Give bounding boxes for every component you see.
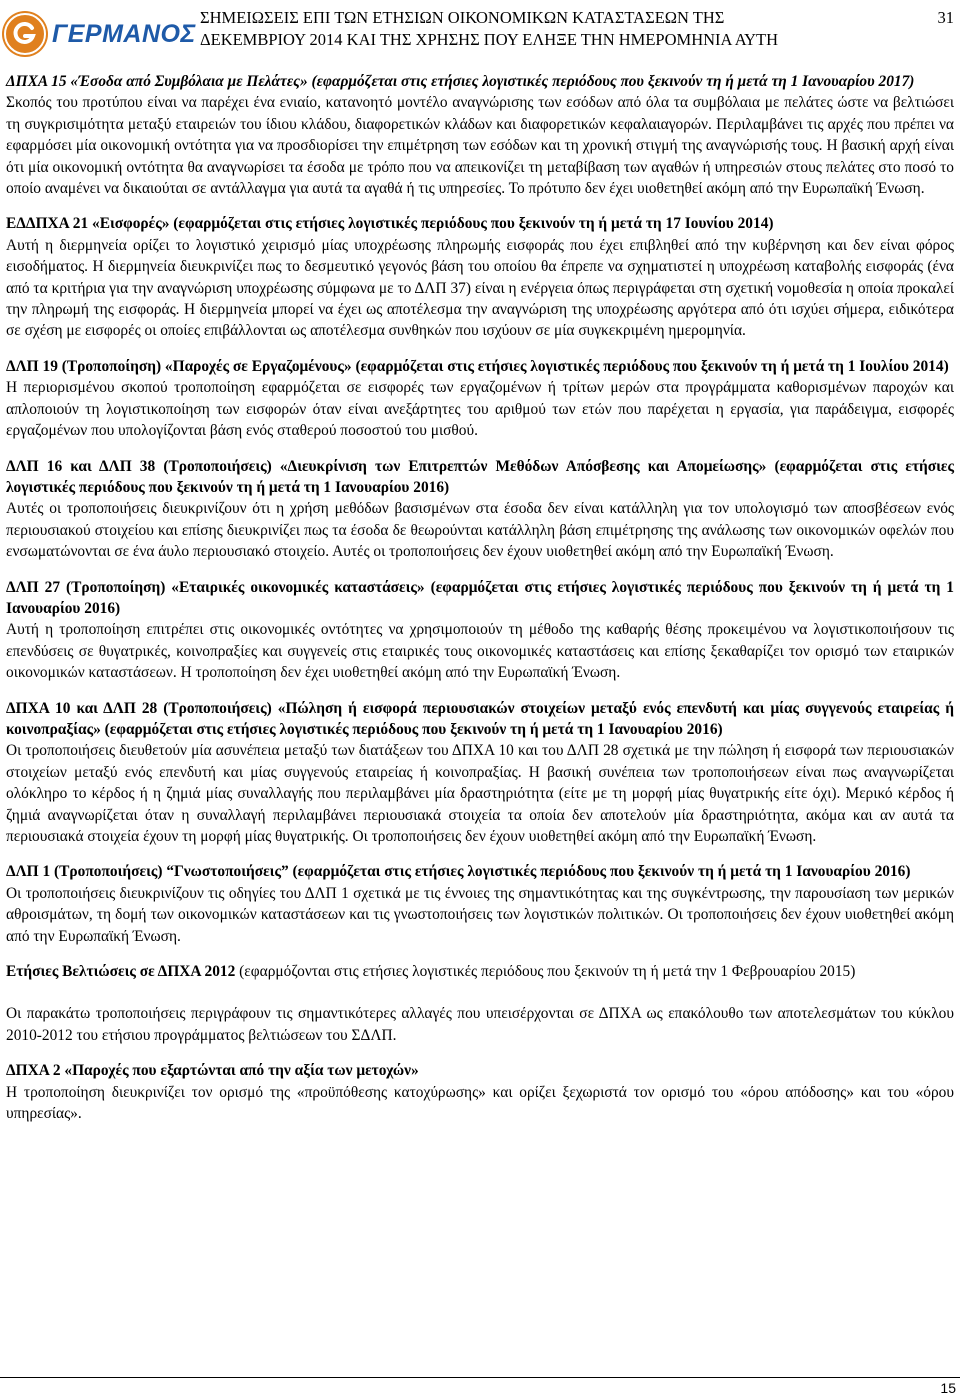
section-dlp16-38 [6, 456, 954, 563]
section-body: Οι τροποποιήσεις διευκρινίζουν τις οδηγίες του ΔΛΠ 1 σχετικά με τις έννοιες της σημαντικότητας και της συγκέντρωσης, την παρουσίαση των μερικών αθροισμάτων, τη δομή των οικονομικών καταστάσεων και τις γνωστοποιήσεις των λογιστικών πολιτικών. Οι τροποποιήσεις δεν έχουν υιοθετηθεί ακόμη από την Ευρωπαϊκή Ένωση. [6, 884, 954, 945]
section-body: Αυτές οι τροποποιήσεις διευκρινίζουν ότι η χρήση μεθόδων βασισμένων στα έσοδα δεν είναι κατάλληλη για τον υπολογισμό των αποσβέσεων ενός περιουσιακού στοιχείου και επίσης διευκρινίζει πως τα έσοδα δε θεωρούνται κατάλληλη βάση επιμέτρησης της ανάλωσης των οικονομικών οφελών που ενσωματώνονται σε ένα άυλο περιουσιακό στοιχείο. Αυτές οι τροποποιήσεις δεν έχουν υιοθετηθεί ακόμη από την Ευρωπαϊκή Ένωση. [6, 500, 954, 561]
section-body: Οι παρακάτω τροποποιήσεις περιγράφουν τις σημαντικότερες αλλαγές που υπεισέρχονται σε ΔΠΧΑ ως επακόλουθο των αποτελεσμάτων του κύκλου 2010-2012 του ετήσιου προγράμματος βελτιώσεων του ΣΔΛΠ. [6, 1005, 954, 1044]
section-body: Αυτή η διερμηνεία ορίζει το λογιστικό χειρισμό μίας υποχρέωσης πληρωμής εισφοράς που έχει επιβληθεί από την κυβέρνηση και δεν είναι φόρος εισοδήματος. Η διερμηνεία διευκρινίζει πως το δεσμευτικό γεγονός βάση του οποίου θα έπρεπε να σχηματιστεί η υποχρέωση καταβολής εισφοράς (ένα από τα κριτήρια για την αναγνώριση υποχρέωσης σύμφωνα με το ΔΛΠ 37) είναι η ενέργεια όπως περιγράφεται στη σχετική νομοθεσία η οποία προκαλεί την πληρωμή της εισφοράς. Η διερμηνεία μπορεί να έχει ως αποτέλεσμα την αναγνώριση της υποχρέωσης αργότερα από ότι ισχύει σήμερα, ειδικότερα σε σχέση με εισφορές οι οποίες επιβάλλονται ως αποτέλεσμα συνθηκών που ισχύουν σε μία συγκεκριμένη ημερομηνία. [6, 236, 954, 340]
document-title [200, 7, 952, 51]
document-body [6, 71, 954, 1138]
footer-page-number: 15 [940, 1380, 956, 1396]
section-dlp27 [6, 577, 954, 684]
logo-g-icon [4, 13, 46, 55]
section-title: ΕΔΔΠΧΑ 21 «Εισφορές» (εφαρμόζεται στις ετήσιες λογιστικές περιόδους που ξεκινούν τη ή μετά τη 17 Ιουνίου 2014) [6, 215, 774, 233]
logo-wordmark: ΓΕΡΜΑΝΟΣ [52, 19, 196, 48]
section-dpxa10-dlp28 [6, 698, 954, 848]
section-dpxa2 [6, 1060, 954, 1124]
section-title [6, 961, 954, 982]
section-body: Οι τροποποιήσεις διευθετούν μία ασυνέπεια μεταξύ των διατάξεων του ΔΠΧΑ 10 και του ΔΛΠ 28 σχετικά με την πώληση ή εισφορά των περιουσιακών στοιχείων μεταξύ ενός επενδυτή και μίας συγγενούς εταιρείας ή κοινοπραξίας. Η βασική συνέπεια των τροποποιήσεων είναι πως αναγνωρίζεται ολόκληρο το κέρδος ή η ζημιά μίας συναλλαγής που περιλαμβάνει μία δραστηριότητα (είτε με τη μορφή μίας θυγατρικής είτε όχι). Μερικό κέρδος ή ζημιά αναγνωρίζεται όταν η συναλλαγή περιλαμβάνει περιουσιακά στοιχεία τα οποία δεν αποτελούν μία δραστηριότητα, ακόμα και αν αυτά τα περιουσιακά στοιχεία έχουν τη μορφή μίας θυγατρικής. Οι τροποποιήσεις δεν έχουν υιοθετηθεί ακόμη από την Ευρωπαϊκή Ένωση. [6, 742, 954, 845]
section-dlp1 [6, 861, 954, 947]
section-body: Αυτή η τροποποίηση επιτρέπει στις οικονομικές οντότητες να χρησιμοποιούν τη μέθοδο της καθαρής θέσης προκειμένου να λογιστικοποιήσουν τις επενδύσεις σε θυγατρικές, κοινοπραξίες και συγγενείς στις εταιρικές τους οικονομικές καταστάσεις και επίσης ξεκαθαρίζει τον ορισμό των εταιρικών οικονομικών καταστάσεων. Η τροποποίηση δεν έχει υιοθετηθεί ακόμη από την Ευρωπαϊκή Ένωση. [6, 621, 954, 682]
section-title: ΔΠΧΑ 2 «Παροχές που εξαρτώνται από την αξία των μετοχών» [6, 1062, 419, 1080]
section-title-bold: Ετήσιες Βελτιώσεις σε ΔΠΧΑ 2012 [6, 963, 236, 981]
blank-line [6, 982, 954, 1003]
company-logo [4, 14, 196, 54]
section-title: ΔΠΧΑ 15 «Έσοδα από Συμβόλαια με Πελάτες» (εφαρμόζεται στις ετήσιες λογιστικές περιόδους που ξεκινούν τη ή μετά τη 1 Ιανουαρίου 2017) [6, 73, 915, 90]
section-dpxa15 [6, 71, 954, 199]
title-line-2: ΔΕΚΕΜΒΡΙΟΥ 2014 ΚΑΙ ΤΗΣ ΧΡΗΣΗΣ ΠΟΥ ΕΛΗΞΕ ΤΗΝ ΗΜΕΡΟΜΗΝΙΑ ΑΥΤΗ [200, 30, 779, 49]
section-title: ΔΛΠ 19 (Τροποποίηση) «Παροχές σε Εργαζομένους» (εφαρμόζεται στις ετήσιες λογιστικές περιόδους που ξεκινούν τη ή μετά τη 1 Ιουλίου 2014) [6, 357, 949, 375]
section-body: Σκοπός του προτύπου είναι να παρέχει ένα ενιαίο, κατανοητό μοντέλο αναγνώρισης των εσόδων από όλα τα συμβόλαια με πελάτες ώστε να βελτιώσει τη συγκρισιμότητα μεταξύ εταιρειών του ίδιου κλάδου, διαφορετικών κλάδων και διαφορετικών κεφαλαιαγορών. Περιλαμβάνει τις αρχές που πρέπει να εφαρμόσει μία οικονομική οντότητα για να προσδιορίσει την επιμέτρηση των εσόδων και τη χρονική στιγμή της αναγνώρισής τους. Η βασική αρχή είναι ότι μία οικονομική οντότητα θα αναγνωρίσει τα έσοδα με τρόπο που να απεικονίζει τη μεταβίβαση των αγαθών ή υπηρεσιών στους πελάτες στο ποσό το οποίο αναμένει να δικαιούται σε αντάλλαγμα για αυτά τα αγαθά ή τις υπηρεσίες. Το πρότυπο δεν έχει υιοθετηθεί ακόμη από την Ευρωπαϊκή Ένωση. [6, 94, 954, 198]
section-ediepxa21 [6, 213, 954, 341]
section-title-rest: (εφαρμόζονται στις ετήσιες λογιστικές περιόδους που ξεκινούν τη ή μετά την 1 Φεβρουαρίου 2015) [235, 963, 856, 981]
section-body: Η περιορισμένου σκοπού τροποποίηση εφαρμόζεται σε εισφορές των εργαζομένων ή τρίτων μερών στα προγράμματα καθορισμένων παροχών και απλοποιούν τη λογιστικοποίηση των εισφορών όταν είναι ανεξάρτητες του αριθμού των ετών που παρέχεται η εργασία, για παράδειγμα, εισφορές εργαζομένων που υπολογίζονται βάση ενός σταθερού ποσοστού του μισθού. [6, 379, 954, 440]
section-body: Η τροποποίηση διευκρινίζει τον ορισμό της «προϋπόθεσης κατοχύρωσης» και ορίζει ξεχωριστά τον ορισμό του «όρου απόδοσης» και του «όρου υπηρεσίας». [6, 1083, 954, 1123]
title-line-1: ΣΗΜΕΙΩΣΕΙΣ ΕΠΙ ΤΩΝ ΕΤΗΣΙΩΝ ΟΙΚΟΝΟΜΙΚΩΝ ΚΑΤΑΣΤΑΣΕΩΝ ΤΗΣ [200, 8, 725, 27]
footer-divider [0, 1377, 960, 1378]
page-header [0, 0, 960, 64]
header-page-number: 31 [937, 8, 954, 27]
section-title: ΔΛΠ 16 και ΔΛΠ 38 (Τροποποιήσεις) «Διευκρίνιση των Επιτρεπτών Μεθόδων Απόσβεσης και Απομείωσης» (εφαρμόζεται στις ετήσιες λογιστικές περιόδους που ξεκινούν τη ή μετά τη 1 Ιανουαρίου 2016) [6, 457, 954, 496]
section-dlp19 [6, 356, 954, 442]
section-title: ΔΛΠ 27 (Τροποποίηση) «Εταιρικές οικονομικές καταστάσεις» (εφαρμόζεται στις ετήσιες λογιστικές περιόδους που ξεκινούν τη ή μετά τη 1 Ιανουαρίου 2016) [6, 578, 954, 617]
section-title: ΔΠΧΑ 10 και ΔΛΠ 28 (Τροποποιήσεις) «Πώληση ή εισφορά περιουσιακών στοιχείων μεταξύ ενός επενδυτή και μίας συγγενούς εταιρείας ή κοινοπραξίας» (εφαρμόζεται στις ετήσιες λογιστικές περιόδους που ξεκινούν τη ή μετά τη 1 Ιανουαρίου 2016) [6, 699, 954, 738]
section-annual-improvements-2012 [6, 961, 954, 1046]
section-title: ΔΛΠ 1 (Τροποποιήσεις) “Γνωστοποιήσεις” (εφαρμόζεται στις ετήσιες λογιστικές περιόδους που ξεκινούν τη ή μετά τη 1 Ιανουαρίου 2016) [6, 863, 911, 881]
